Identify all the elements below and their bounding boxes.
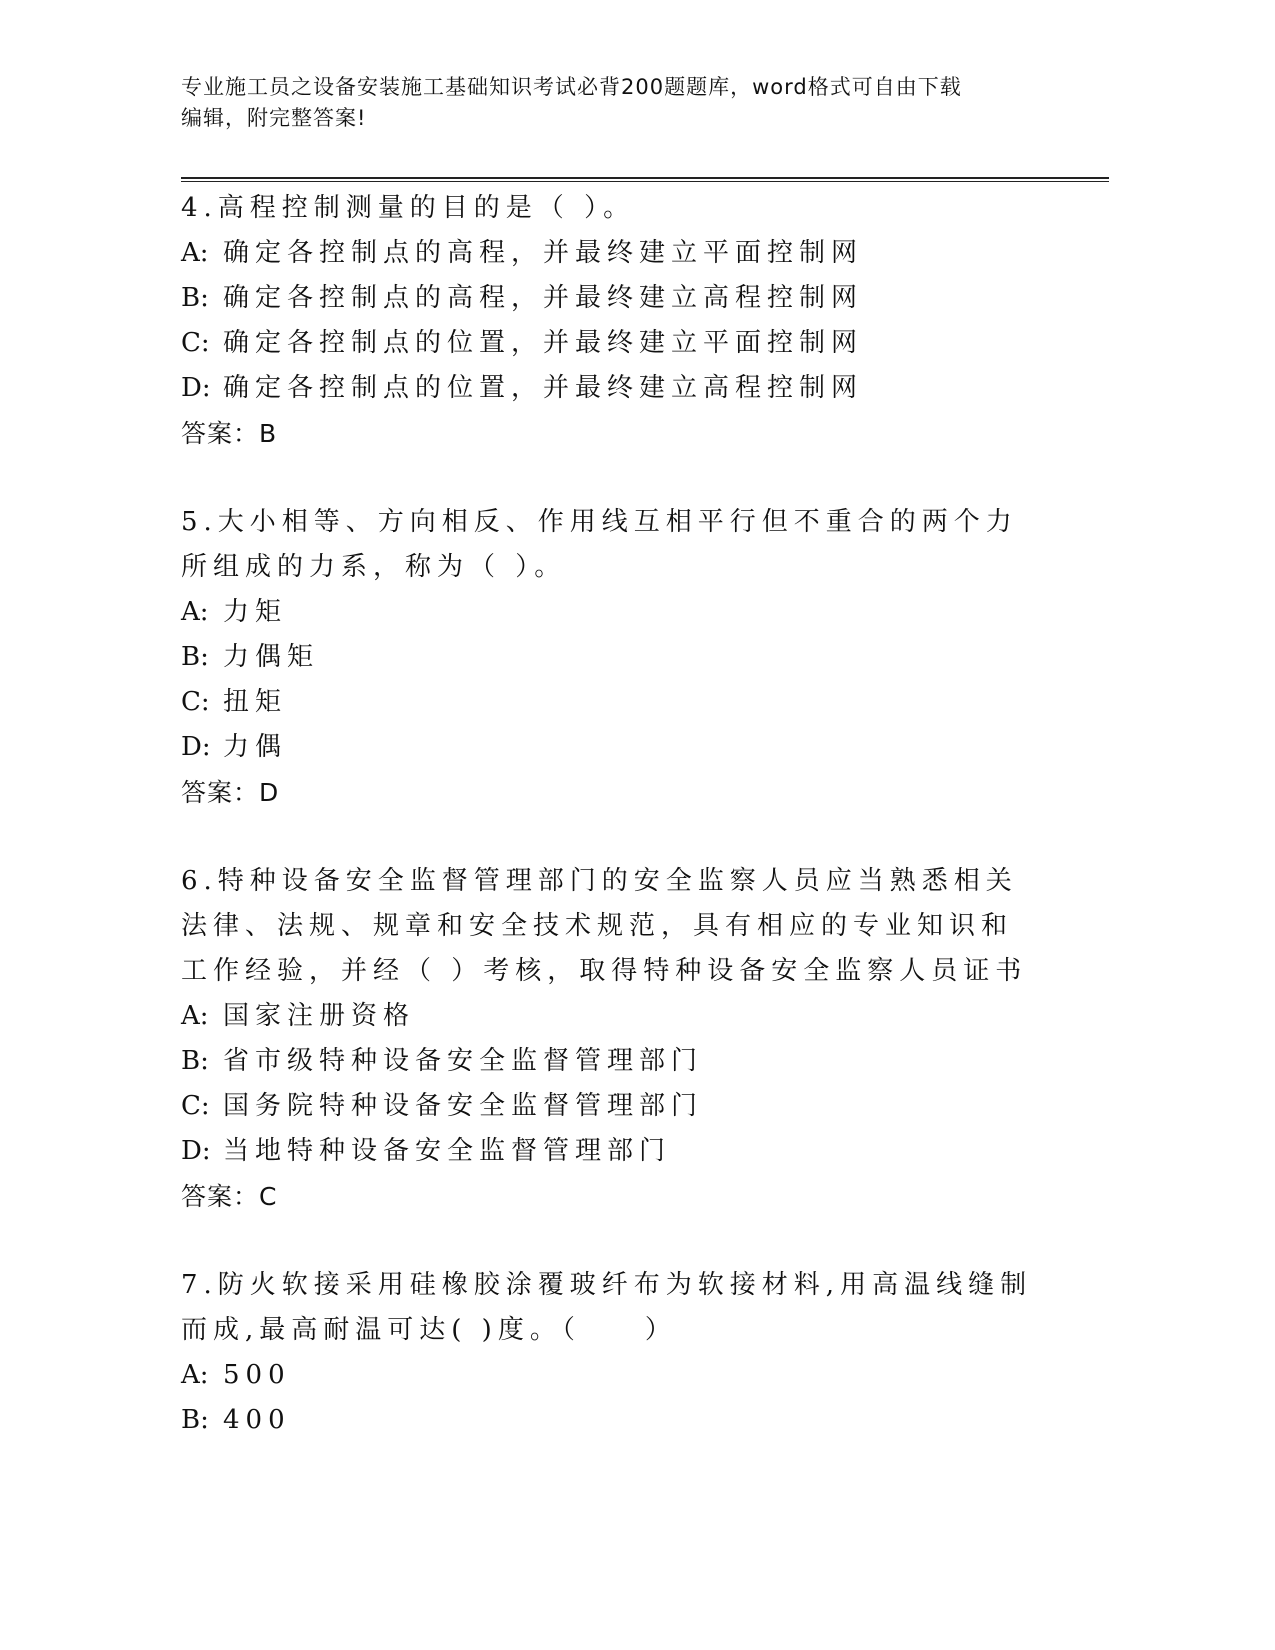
option-key: B:	[181, 642, 209, 672]
option-text: 力矩	[223, 597, 288, 627]
option-text: 确定各控制点的高程，并最终建立平面控制网	[223, 238, 864, 268]
option-key: D:	[181, 1136, 211, 1166]
header-title-line2: 编辑，附完整答案!	[181, 106, 367, 130]
option-key: B:	[181, 283, 209, 313]
question-text: 5.大小相等、方向相反、作用线互相平行但不重合的两个力所组成的力系，称为（ ）。	[181, 507, 1018, 582]
option-d	[181, 725, 1061, 770]
option-text: 力偶矩	[223, 642, 320, 672]
option-text: 确定各控制点的位置，并最终建立高程控制网	[223, 373, 864, 403]
option-c	[181, 321, 1061, 366]
option-text: 500	[223, 1360, 291, 1390]
question-5	[181, 500, 1061, 815]
option-text: 确定各控制点的位置，并最终建立平面控制网	[223, 328, 864, 358]
option-key: C:	[181, 1091, 210, 1121]
option-key: C:	[181, 687, 210, 717]
question-text: 6.特种设备安全监督管理部门的安全监察人员应当熟悉相关法律、法规、规章和安全技术规范，具有相应的专业知识和工作经验，并经（ ）考核，取得特种设备安全监察人员证书	[181, 866, 1028, 986]
option-text: 确定各控制点的高程，并最终建立高程控制网	[223, 283, 864, 313]
option-text: 国务院特种设备安全监督管理部门	[223, 1091, 704, 1121]
option-key: B:	[181, 1046, 209, 1076]
option-key: D:	[181, 732, 211, 762]
option-c	[181, 1084, 1061, 1129]
header-divider	[181, 177, 1109, 182]
option-d	[181, 1129, 1061, 1174]
option-a	[181, 1353, 1061, 1398]
option-c	[181, 680, 1061, 725]
option-text: 国家注册资格	[223, 1001, 416, 1031]
question-text: 4.高程控制测量的目的是（ ）。	[181, 193, 636, 223]
answer-label: 答案：C	[181, 1182, 278, 1211]
option-text: 当地特种设备安全监督管理部门	[223, 1136, 672, 1166]
option-d	[181, 366, 1061, 411]
option-key: A:	[181, 1001, 209, 1031]
option-key: B:	[181, 1405, 209, 1435]
option-text: 省市级特种设备安全监督管理部门	[223, 1046, 704, 1076]
option-text: 扭矩	[223, 687, 288, 717]
option-key: D:	[181, 373, 211, 403]
question-4	[181, 186, 1061, 456]
option-text: 力偶	[223, 732, 288, 762]
question-7	[181, 1263, 1061, 1443]
document-header	[181, 72, 1041, 134]
option-b	[181, 1039, 1061, 1084]
option-text: 400	[223, 1405, 291, 1435]
question-6	[181, 859, 1061, 1219]
question-text: 7.防火软接采用硅橡胶涂覆玻纤布为软接材料,用高温线缝制而成,最高耐温可达( )度。（ ）	[181, 1270, 1033, 1345]
option-a	[181, 590, 1061, 635]
option-a	[181, 994, 1061, 1039]
option-key: C:	[181, 328, 210, 358]
header-title-line1: 专业施工员之设备安装施工基础知识考试必背200题题库，word格式可自由下载	[181, 75, 962, 99]
option-key: A:	[181, 597, 209, 627]
question-list	[181, 186, 1061, 1487]
option-b	[181, 276, 1061, 321]
answer-label: 答案：D	[181, 778, 280, 807]
option-key: A:	[181, 1360, 209, 1390]
option-b	[181, 635, 1061, 680]
option-key: A:	[181, 238, 209, 268]
option-a	[181, 231, 1061, 276]
answer-label: 答案：B	[181, 419, 278, 448]
option-b	[181, 1398, 1061, 1443]
